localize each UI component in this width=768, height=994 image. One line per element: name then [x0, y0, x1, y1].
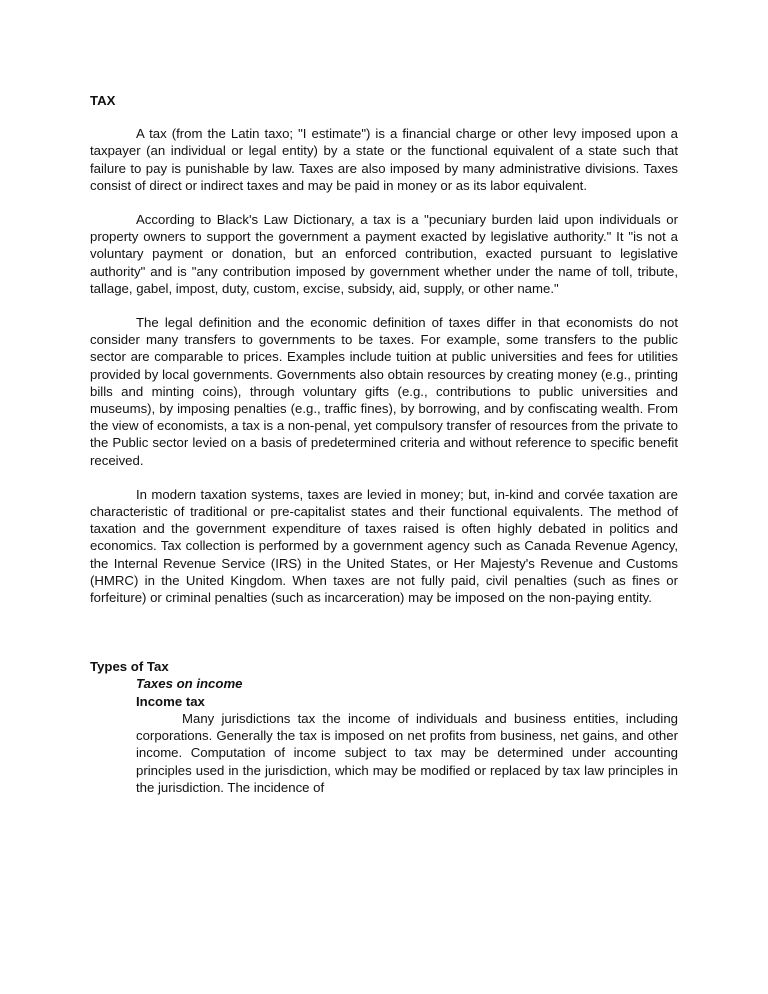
document-title: TAX: [90, 93, 116, 108]
paragraph-definition: A tax (from the Latin taxo; "I estimate") is a financial charge or other levy imposed upon a taxpayer (an individual or legal entity) by a state or the functional equivalent of a state such that failure to pay is punishable by law. Taxes are also imposed by many administrative divisions. Taxes consist of direct or indirect taxes and may be paid in money or as its labor equivalent.: [90, 126, 678, 193]
paragraph-blacks-law: According to Black's Law Dictionary, a tax is a "pecuniary burden laid upon individuals or property owners to support the government a payment exacted by legislative authority." It "is not a voluntary payment or donation, but an enforced contribution, exacted pursuant to legislative authority" and is "any contribution imposed by government whether under the name of toll, tribute, tallage, gabel, impost, duty, custom, excise, subsidy, aid, supply, or other name.": [90, 212, 678, 296]
document-page: [90, 92, 678, 796]
paragraph-income-tax: Many jurisdictions tax the income of individuals and business entities, including corporations. Generally the tax is imposed on net profits from business, net gains, and other income. Computation of income subject to tax may be determined under accounting principles used in the jurisdiction, which may be modified or replaced by tax law principles in the jurisdiction. The incidence of: [136, 710, 678, 795]
taxes-on-income-heading: Taxes on income: [136, 676, 243, 692]
paragraph-modern-taxation: In modern taxation systems, taxes are levied in money; but, in-kind and corvée taxation are characteristic of traditional or pre-capitalist states and their functional equivalents. The method of taxation and the government expenditure of taxes raised is often highly debated in politics and economics. Tax collection is performed by a government agency such as Canada Revenue Agency, the Internal Revenue Service (IRS) in the United States, or Her Majesty's Revenue and Customs (HMRC) in the United Kingdom. When taxes are not fully paid, civil penalties (such as fines or forfeiture) or criminal penalties (such as incarceration) may be imposed on the non-paying entity.: [90, 486, 678, 606]
income-tax-heading: Income tax: [136, 693, 205, 709]
section-spacer: [90, 623, 678, 658]
types-of-tax-heading: Types of Tax: [90, 659, 169, 675]
paragraph-legal-economic: The legal definition and the economic definition of taxes differ in that economists do not consider many transfers to governments to be taxes. For example, some transfers to the public sector are comparable to prices. Examples include tuition at public universities and fees for utilities provided by local governments. Governments also obtain resources by creating money (e.g., printing bills and minting coins), through voluntary gifts (e.g., contributions to public universities and museums), by imposing penalties (e.g., traffic fines), by borrowing, and by confiscating wealth. From the view of economists, a tax is a non-penal, yet compulsory transfer of resources from the private to the Public sector levied on a basis of predetermined criteria and without reference to specific benefit received.: [90, 315, 678, 468]
